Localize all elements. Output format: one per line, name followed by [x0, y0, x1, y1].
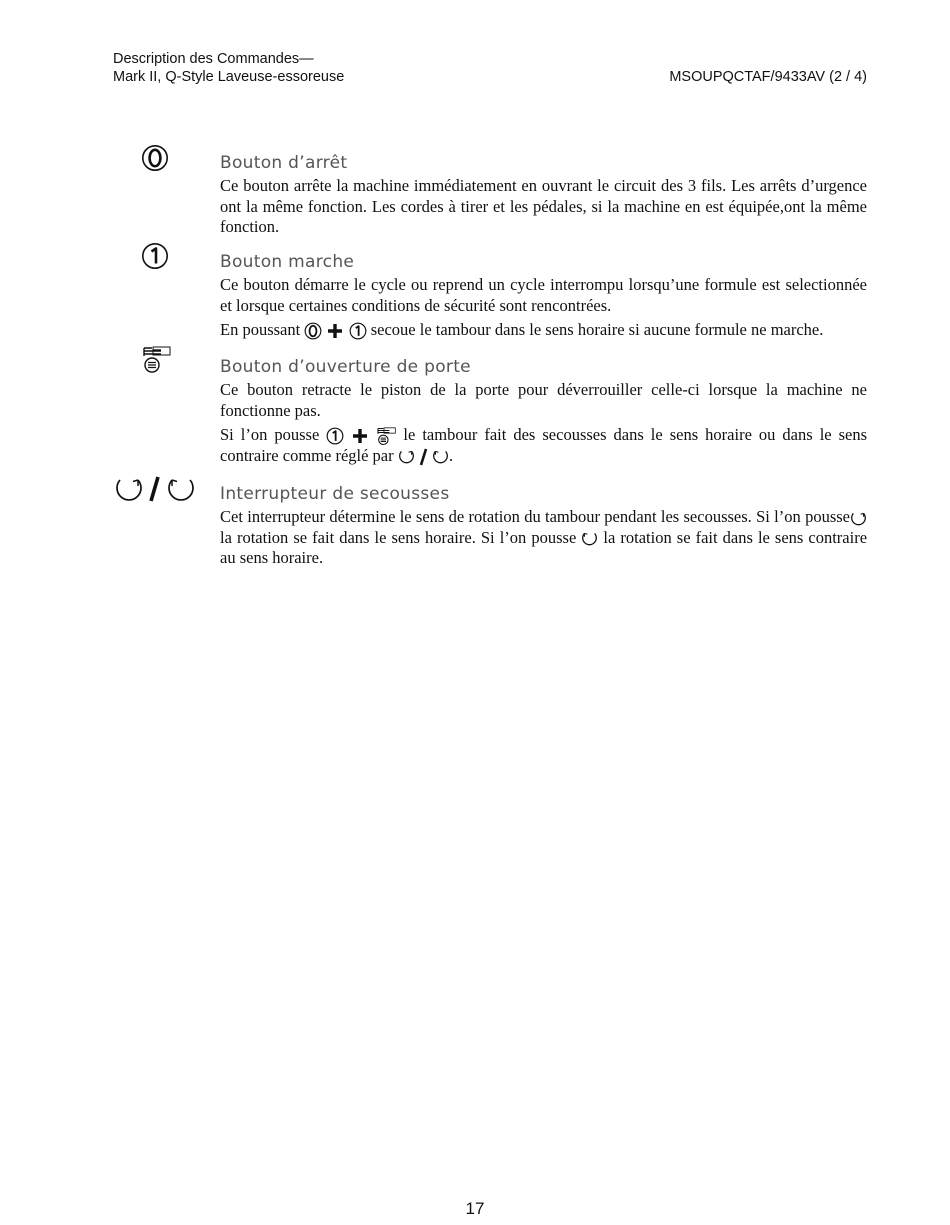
combo-text-after: secoue le tambour dans le sens horaire si aucune formule ne marche.	[370, 320, 824, 339]
plus-icon	[326, 322, 344, 340]
clockwise-jog-icon	[117, 480, 141, 500]
combo-text-before: En poussant	[220, 320, 301, 339]
start-1-icon	[349, 322, 367, 340]
jog-text-c: la rotation se fait dans le sens contraire au sens horaire.	[220, 527, 868, 567]
counterclockwise-jog-icon	[432, 448, 449, 465]
start-1-icon	[326, 427, 344, 445]
plus-icon	[351, 427, 369, 445]
header-doc-code: MSOUPQCTAF/9433AV (2 / 4)	[669, 69, 867, 85]
section-title: Bouton marche	[220, 252, 355, 272]
counterclockwise-jog-icon	[581, 530, 598, 547]
header-machine-name: Mark II, Q-Style Laveuse-essoreuse	[113, 69, 345, 85]
header-doc-title: Description des Commandes—	[113, 51, 314, 67]
section-jog-switch	[220, 484, 867, 573]
section-title: Interrupteur de secousses	[220, 484, 450, 504]
section-door-button	[220, 357, 867, 470]
section-start-button	[220, 252, 867, 345]
stop-0-icon	[141, 144, 169, 172]
page-number: 17	[465, 1199, 485, 1218]
page-header-left	[113, 50, 344, 86]
door-open-icon	[141, 346, 171, 374]
section-title: Bouton d’arrêt	[220, 153, 348, 173]
section-body: Ce bouton arrête la machine immédiatement en ouvrant le circuit des 3 fils. Les arrêts d’urgence ont la même fonction. Les cordes à tirer et les pédales, si la machine en est équipée,ont la même fonction.	[220, 176, 867, 236]
slash-icon	[151, 477, 158, 501]
section-stop-button	[220, 153, 867, 242]
start-1-icon	[141, 242, 169, 270]
section-body-combo	[220, 320, 867, 341]
jog-text-a: Cet interrupteur détermine le sens de rotation du tambour pendant les secousses. Si l’on pousse	[220, 507, 850, 526]
section-body: Ce bouton démarre le cycle ou reprend un cycle interrompu lorsqu’une formule est selectionnée et lorsque certaines conditions de sécurité sont rencontrées.	[220, 275, 867, 315]
section-body: Ce bouton retracte le piston de la porte pour déverrouiller celle-ci lorsque la machine ne fonctionne pas.	[220, 380, 867, 420]
section-body-combo	[220, 425, 867, 466]
slash-icon	[419, 448, 428, 466]
stop-0-icon	[304, 322, 322, 340]
section-body	[220, 507, 867, 569]
counterclockwise-jog-icon	[169, 480, 193, 500]
jog-text-b: la rotation se fait dans le sens horaire. Si l’on pousse	[220, 527, 577, 547]
combo-text-end: .	[449, 445, 454, 465]
clockwise-jog-icon	[398, 448, 415, 465]
jog-direction-switch-icon	[114, 474, 196, 504]
combo-text-after: le tambour fait des secousses dans le sens horaire ou dans le sens contraire comme réglé par	[220, 425, 868, 465]
combo-text-before: Si l’on pousse	[220, 425, 320, 444]
clockwise-jog-icon	[850, 510, 867, 527]
section-title: Bouton d’ouverture de porte	[220, 357, 471, 377]
door-open-icon	[376, 427, 396, 446]
